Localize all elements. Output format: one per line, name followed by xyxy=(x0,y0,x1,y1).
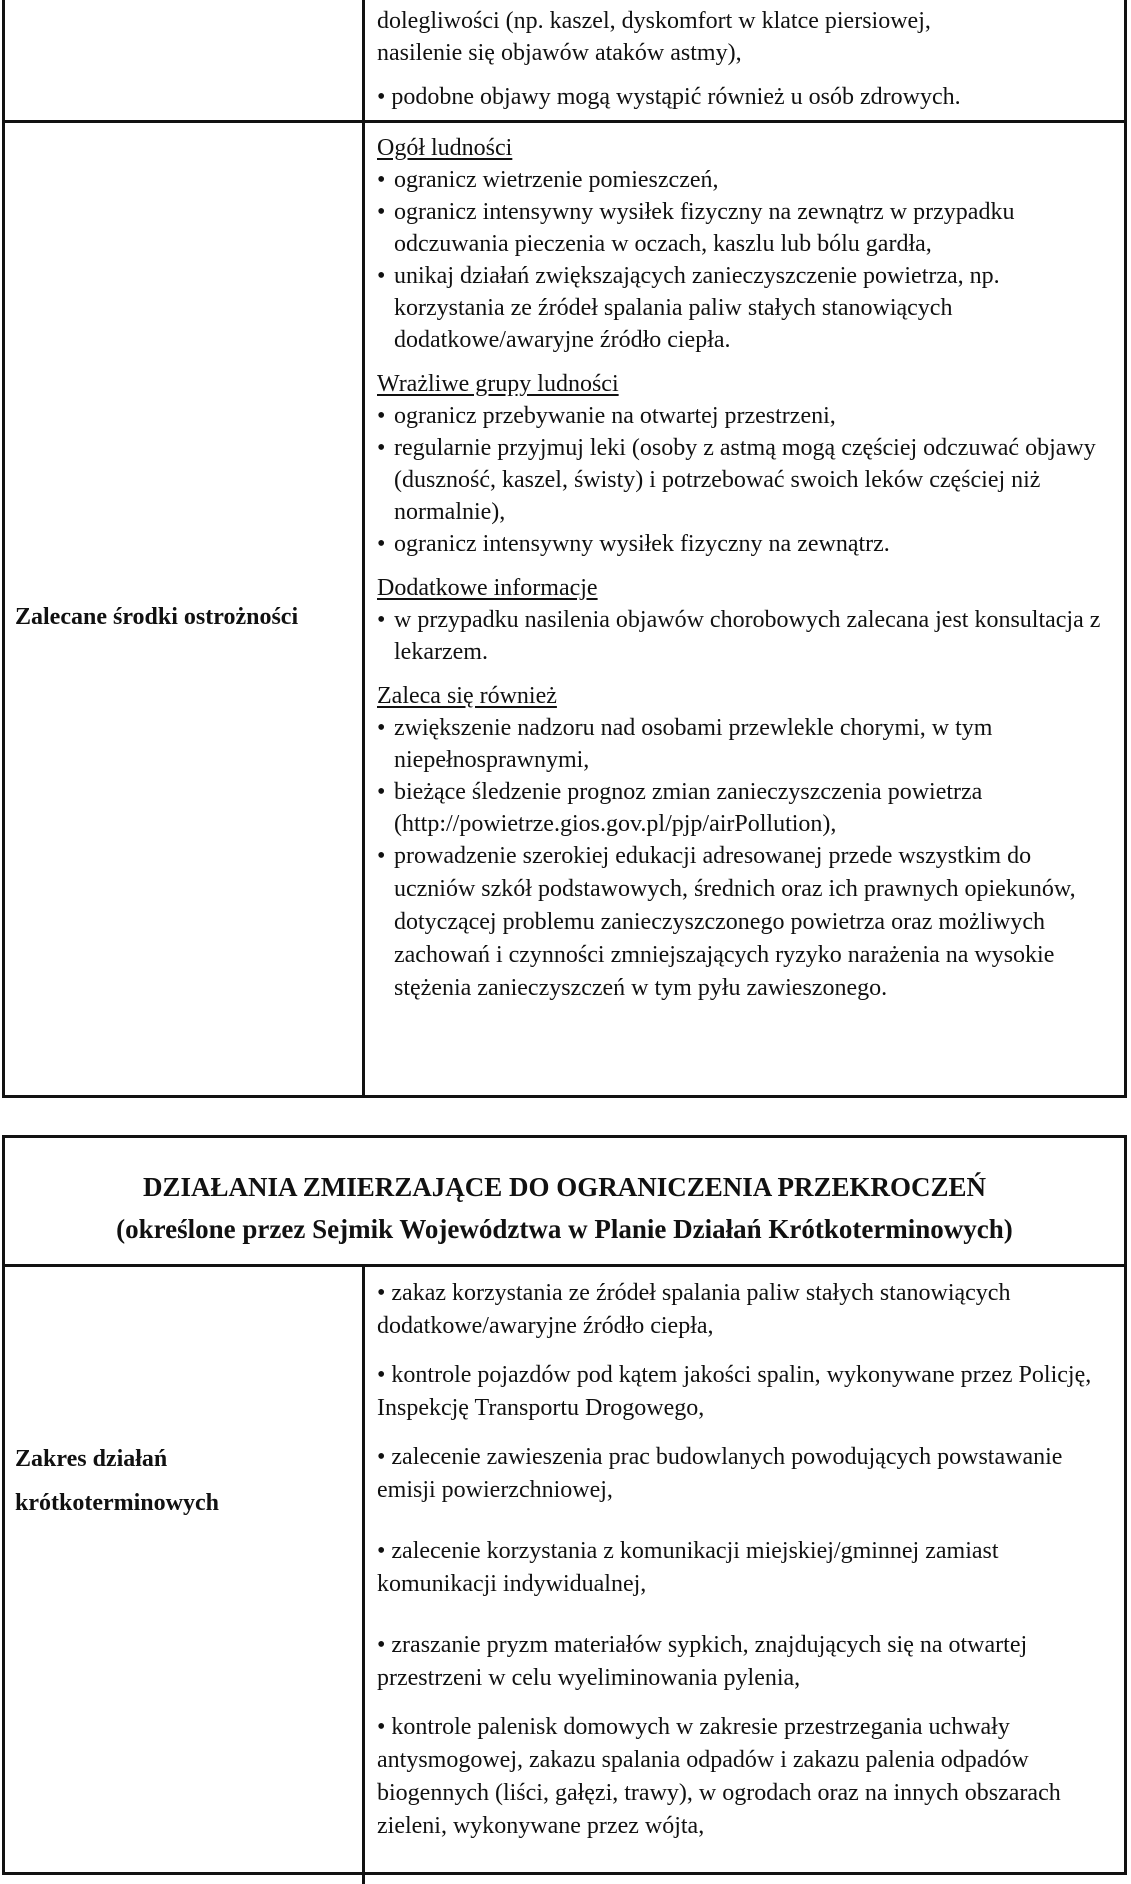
group-heading: Zaleca się również xyxy=(377,683,557,709)
precautions-cell xyxy=(365,123,1124,1095)
symptoms-line: nasilenie się objawów ataków astmy), xyxy=(377,40,742,66)
action-item-text: zraszanie pryzm materiałów sypkich, znajdujących się na otwartej przestrzeni w celu wyeliminowania pylenia, xyxy=(377,1632,1028,1691)
bullet-icon: • xyxy=(377,715,386,741)
group-heading: Ogół ludności xyxy=(377,135,513,161)
bullet-icon: • xyxy=(377,531,386,557)
group-general-population xyxy=(377,132,1110,356)
precautions-row xyxy=(5,120,1124,1095)
actions-label-line: Zakres działań xyxy=(15,1446,168,1472)
bullet-icon: • xyxy=(377,1280,386,1306)
group-additional-info xyxy=(377,572,1110,668)
list-item-text: regularnie przyjmuj leki (osoby z astmą mogą częściej odczuwać objawy (duszność, kaszel, świsty) i potrzebować swoich leków częściej niż normalnie), xyxy=(394,435,1096,525)
symptoms-line: dolegliwości (np. kaszel, dyskomfort w klatce piersiowej, xyxy=(377,8,931,34)
action-item-text: kontrole pojazdów pod kątem jakości spalin, wykonywane przez Policję, Inspekcję Transportu Drogowego, xyxy=(377,1362,1092,1421)
action-item-text: zakaz korzystania ze źródeł spalania paliw stałych stanowiących dodatkowe/awaryjne źródło ciepła, xyxy=(377,1280,1011,1339)
list-item-text: ogranicz wietrzenie pomieszczeń, xyxy=(394,167,719,193)
list-item-text: zwiększenie nadzoru nad osobami przewlekle chorymi, w tym niepełnosprawnymi, xyxy=(394,715,993,773)
symptoms-row xyxy=(5,0,1124,120)
bullet-icon: • xyxy=(377,607,386,633)
health-advisory-table xyxy=(2,0,1127,1098)
bullet-icon: • xyxy=(377,84,386,110)
list-item xyxy=(377,776,1110,840)
group-heading: Dodatkowe informacje xyxy=(377,575,598,601)
symptoms-row-label xyxy=(5,0,365,120)
actions-label-line: krótkoterminowych xyxy=(15,1490,219,1516)
section-title xyxy=(5,1138,1124,1272)
bullet-icon: • xyxy=(377,843,386,869)
bullet-icon: • xyxy=(377,1362,386,1388)
section-title-line: DZIAŁANIA ZMIERZAJĄCE DO OGRANICZENIA PRZEKROCZEŃ xyxy=(142,1172,987,1202)
bullet-icon: • xyxy=(377,167,386,193)
bullet-icon: • xyxy=(377,435,386,461)
bullet-icon: • xyxy=(377,1444,386,1470)
list-item xyxy=(377,528,1110,560)
precautions-label: Zalecane środki ostrożności xyxy=(5,123,365,1095)
actions-row xyxy=(5,1264,1124,1884)
bullet-icon: • xyxy=(377,1632,386,1658)
list-item-text: unikaj działań zwiększających zanieczyszczenie powietrza, np. korzystania ze źródeł spalania paliw stałych stanowiących dodatkowe/awaryjne źródło ciepła. xyxy=(394,263,1000,353)
list-item-text: ogranicz przebywanie na otwartej przestrzeni, xyxy=(394,403,836,429)
symptoms-cell xyxy=(365,0,1124,120)
list-item xyxy=(377,196,1110,260)
bullet-icon: • xyxy=(377,403,386,429)
action-item-text: zalecenie korzystania z komunikacji miejskiej/gminnej zamiast komunikacji indywidualnej, xyxy=(377,1538,999,1597)
short-term-actions-table xyxy=(2,1135,1127,1875)
list-item-text: ogranicz intensywny wysiłek fizyczny na zewnątrz w przypadku odczuwania pieczenia w oczach, kaszlu lub bólu gardła, xyxy=(394,199,1015,257)
bullet-icon: • xyxy=(377,199,386,225)
action-item xyxy=(377,1277,1112,1343)
action-item xyxy=(377,1359,1112,1425)
action-item-text: zalecenie zawieszenia prac budowlanych powodujących powstawanie emisji powierzchniowej, xyxy=(377,1444,1063,1503)
symptoms-bullet-text: podobne objawy mogą wystąpić również u osób zdrowych. xyxy=(391,84,961,110)
list-item-text: prowadzenie szerokiej edukacji adresowanej przede wszystkim do uczniów szkół podstawowych, średnich oraz ich prawnych opiekunów, dotyczącej problemu zanieczyszczonego powietrza oraz możliwych zachowań i czynności zmniejszających ryzyko narażenia na wysokie stężenia zanieczyszczeń w tym pyłu zawieszonego. xyxy=(394,843,1076,1001)
section-subtitle-line: (określone przez Sejmik Województwa w Planie Działań Krótkoterminowych) xyxy=(116,1214,1013,1244)
bullet-icon: • xyxy=(377,263,386,289)
action-item xyxy=(377,1711,1112,1843)
list-item-text: ogranicz intensywny wysiłek fizyczny na zewnątrz. xyxy=(394,531,890,557)
actions-label xyxy=(5,1267,365,1884)
bullet-icon: • xyxy=(377,779,386,805)
actions-cell xyxy=(365,1267,1124,1884)
symptoms-bullet-item xyxy=(377,81,1114,113)
list-item xyxy=(377,400,1110,432)
list-item-text: bieżące śledzenie prognoz zmian zanieczyszczenia powietrza (http://powietrze.gios.gov.pl/pjp/airPollution), xyxy=(394,779,983,837)
action-item xyxy=(377,1629,1112,1695)
group-sensitive-population xyxy=(377,368,1110,560)
list-item xyxy=(377,164,1110,196)
list-item xyxy=(377,840,1110,1005)
section-header-row xyxy=(5,1138,1124,1264)
list-item xyxy=(377,260,1110,356)
action-item-text: kontrole palenisk domowych w zakresie przestrzegania uchwały antysmogowej, zakazu spalania odpadów i zakazu palenia odpadów biogennych (liści, gałęzi, trawy), w ogrodach oraz na innych obszarach zieleni, wykonywane przez wójta, xyxy=(377,1714,1061,1839)
group-heading: Wrażliwe grupy ludności xyxy=(377,371,619,397)
bullet-icon: • xyxy=(377,1538,386,1564)
action-item xyxy=(377,1441,1112,1507)
list-item-text: w przypadku nasilenia objawów chorobowych zalecana jest konsultacja z lekarzem. xyxy=(394,607,1101,665)
group-also-recommended xyxy=(377,680,1110,1005)
action-item xyxy=(377,1535,1112,1601)
bullet-icon: • xyxy=(377,1714,386,1740)
list-item xyxy=(377,712,1110,776)
list-item xyxy=(377,432,1110,528)
list-item xyxy=(377,604,1110,668)
